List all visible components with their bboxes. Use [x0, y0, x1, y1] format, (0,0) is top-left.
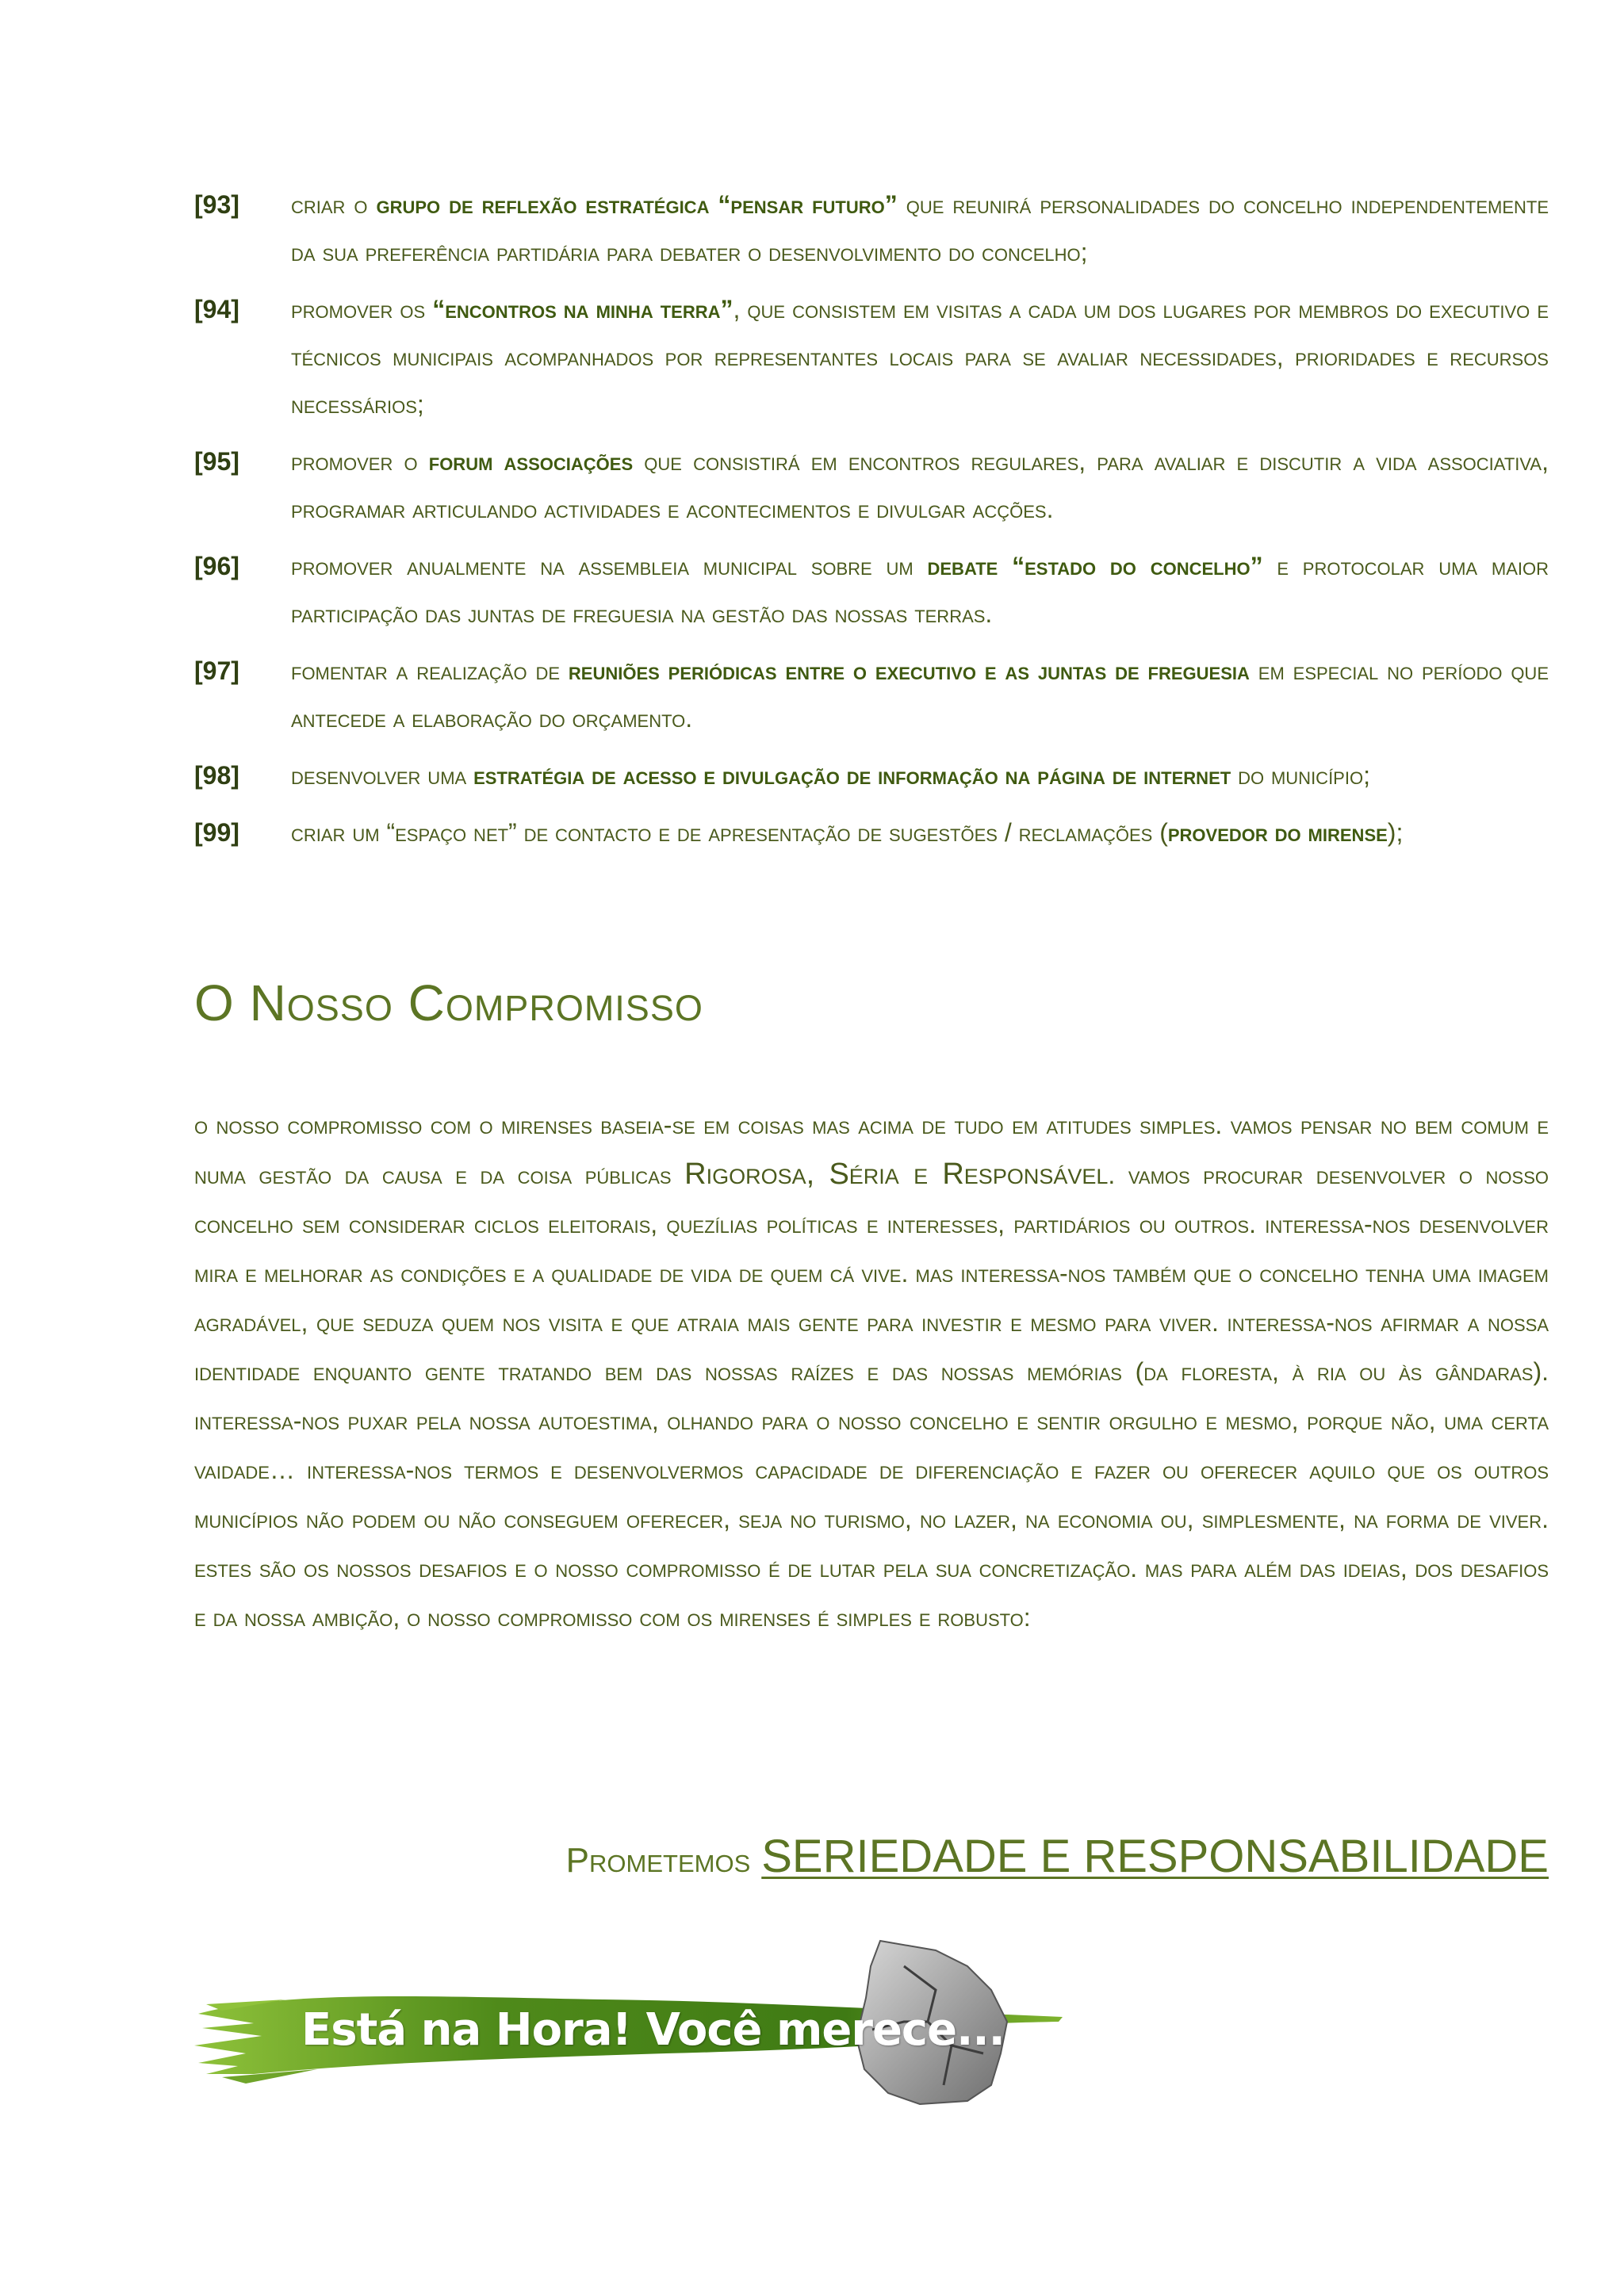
item-highlight: debate “estado do concelho”	[927, 552, 1263, 580]
item-fragment: );	[1387, 818, 1404, 847]
paragraph-fragment: . vamos procurar desenvolver o nosso concelho sem considerar ciclos eleitorais, quezílias políticas e interesses, partidários ou outros. interessa-nos desenvolver mira e melhorar as condições e a qualidade de vida de quem cá vive. mas interessa-nos também que o concelho tenha uma imagem agradável, que seduza quem nos visita e que atraia mais gente para investir e mesmo para viver. interessa-nos afirmar a nossa identidade enquanto gente tratando bem das nossas raízes e das nossas memórias (da floresta, à ria ou às gândaras). interessa-nos puxar pela nossa autoestima, olhando para o nosso concelho e sentir orgulho e mesmo, porque não, uma certa vaidade… interessa-nos termos e desenvolvermos capacidade de diferenciação e fazer ou oferecer aquilo que os outros municípios não podem ou não conseguem oferecer, seja no turismo, no lazer, na economia ou, simplesmente, na forma de viver. estes são os nossos desafios e o nosso compromisso é de lutar pela sua concretização. mas para além das ideias, dos desafios e da nossa ambição, o nosso compromisso com os mirenses é simples e robusto:	[194, 1161, 1549, 1632]
list-item	[194, 438, 1549, 533]
item-fragment: fomentar a realização de	[291, 656, 569, 685]
list-item	[194, 809, 1549, 856]
list-item	[194, 647, 1549, 742]
proposal-list	[194, 181, 1549, 866]
item-fragment: promover o	[291, 447, 429, 476]
item-fragment: do município;	[1231, 761, 1370, 790]
item-text	[291, 438, 1549, 533]
item-fragment: promover anualmente na assembleia municipal sobre um	[291, 552, 928, 580]
item-fragment: em especial no período que antecede a elaboração do orçamento.	[291, 656, 1549, 733]
commitment-paragraph	[194, 1100, 1549, 1642]
item-text	[291, 181, 1549, 276]
item-fragment: que reunirá personalidades do concelho independentemente da sua preferência partidária para debater o desenvolvimento do concelho;	[291, 190, 1549, 266]
item-fragment: desenvolver uma	[291, 761, 474, 790]
item-text	[291, 542, 1549, 637]
item-number: [98]	[194, 761, 239, 790]
promise-main: SERIEDADE E RESPONSABILIDADE	[761, 1831, 1549, 1882]
paragraph-emphasis: Rigorosa, Séria e Responsável	[684, 1158, 1109, 1191]
item-number: [93]	[194, 190, 239, 219]
item-highlight: estratégia de acesso e divulgação de informação na página de internet	[473, 761, 1231, 790]
paragraph-fragment: o nosso compromisso com o mirenses baseia-se em coisas mas acima de tudo em atitudes simples. vamos pensar no bem comum e numa gestão da causa e da coisa públicas	[194, 1111, 1549, 1189]
item-highlight: grupo de reflexão estratégica “pensar futuro”	[376, 190, 898, 219]
item-number: [94]	[194, 295, 239, 323]
item-fragment: criar um “espaço net” de contacto e de apresentação de sugestões / reclamações (	[291, 818, 1168, 847]
item-fragment: que consistirá em encontros regulares, para avaliar e discutir a vida associativa, programar articulando actividades e acontecimentos e divulgar acções.	[291, 447, 1549, 523]
item-fragment: promover os	[291, 295, 433, 323]
item-highlight: “encontros na minha terra”	[432, 295, 733, 323]
promise-line	[566, 1830, 1549, 1883]
list-item	[194, 285, 1549, 428]
item-text	[291, 647, 1549, 742]
item-number: [99]	[194, 818, 239, 847]
item-highlight: provedor do mirense	[1167, 818, 1388, 847]
item-number: [96]	[194, 552, 239, 580]
list-item	[194, 542, 1549, 637]
banner-slogan: Está na Hora! Você merece...	[301, 2004, 1005, 2056]
item-text	[291, 285, 1549, 428]
item-number: [95]	[194, 447, 239, 476]
promise-prefix: Prometemos	[565, 1841, 751, 1880]
section-title: O Nosso Compromisso	[194, 974, 703, 1031]
slogan-banner	[190, 1934, 1078, 2117]
item-text	[291, 809, 1549, 856]
item-fragment: e protocolar uma maior participação das juntas de freguesia na gestão das nossas terras.	[291, 552, 1549, 628]
item-fragment: , que consistem em visitas a cada um dos lugares por membros do executivo e técnicos municipais acompanhados por representantes locais para se avaliar necessidades, prioridades e recursos necessários;	[291, 295, 1549, 419]
item-text	[291, 752, 1549, 799]
item-number: [97]	[194, 656, 239, 685]
item-highlight: forum associações	[428, 447, 634, 476]
item-fragment: criar o	[291, 190, 377, 219]
item-highlight: reuniões periódicas entre o executivo e as juntas de freguesia	[568, 656, 1250, 685]
list-item	[194, 752, 1549, 799]
list-item	[194, 181, 1549, 276]
